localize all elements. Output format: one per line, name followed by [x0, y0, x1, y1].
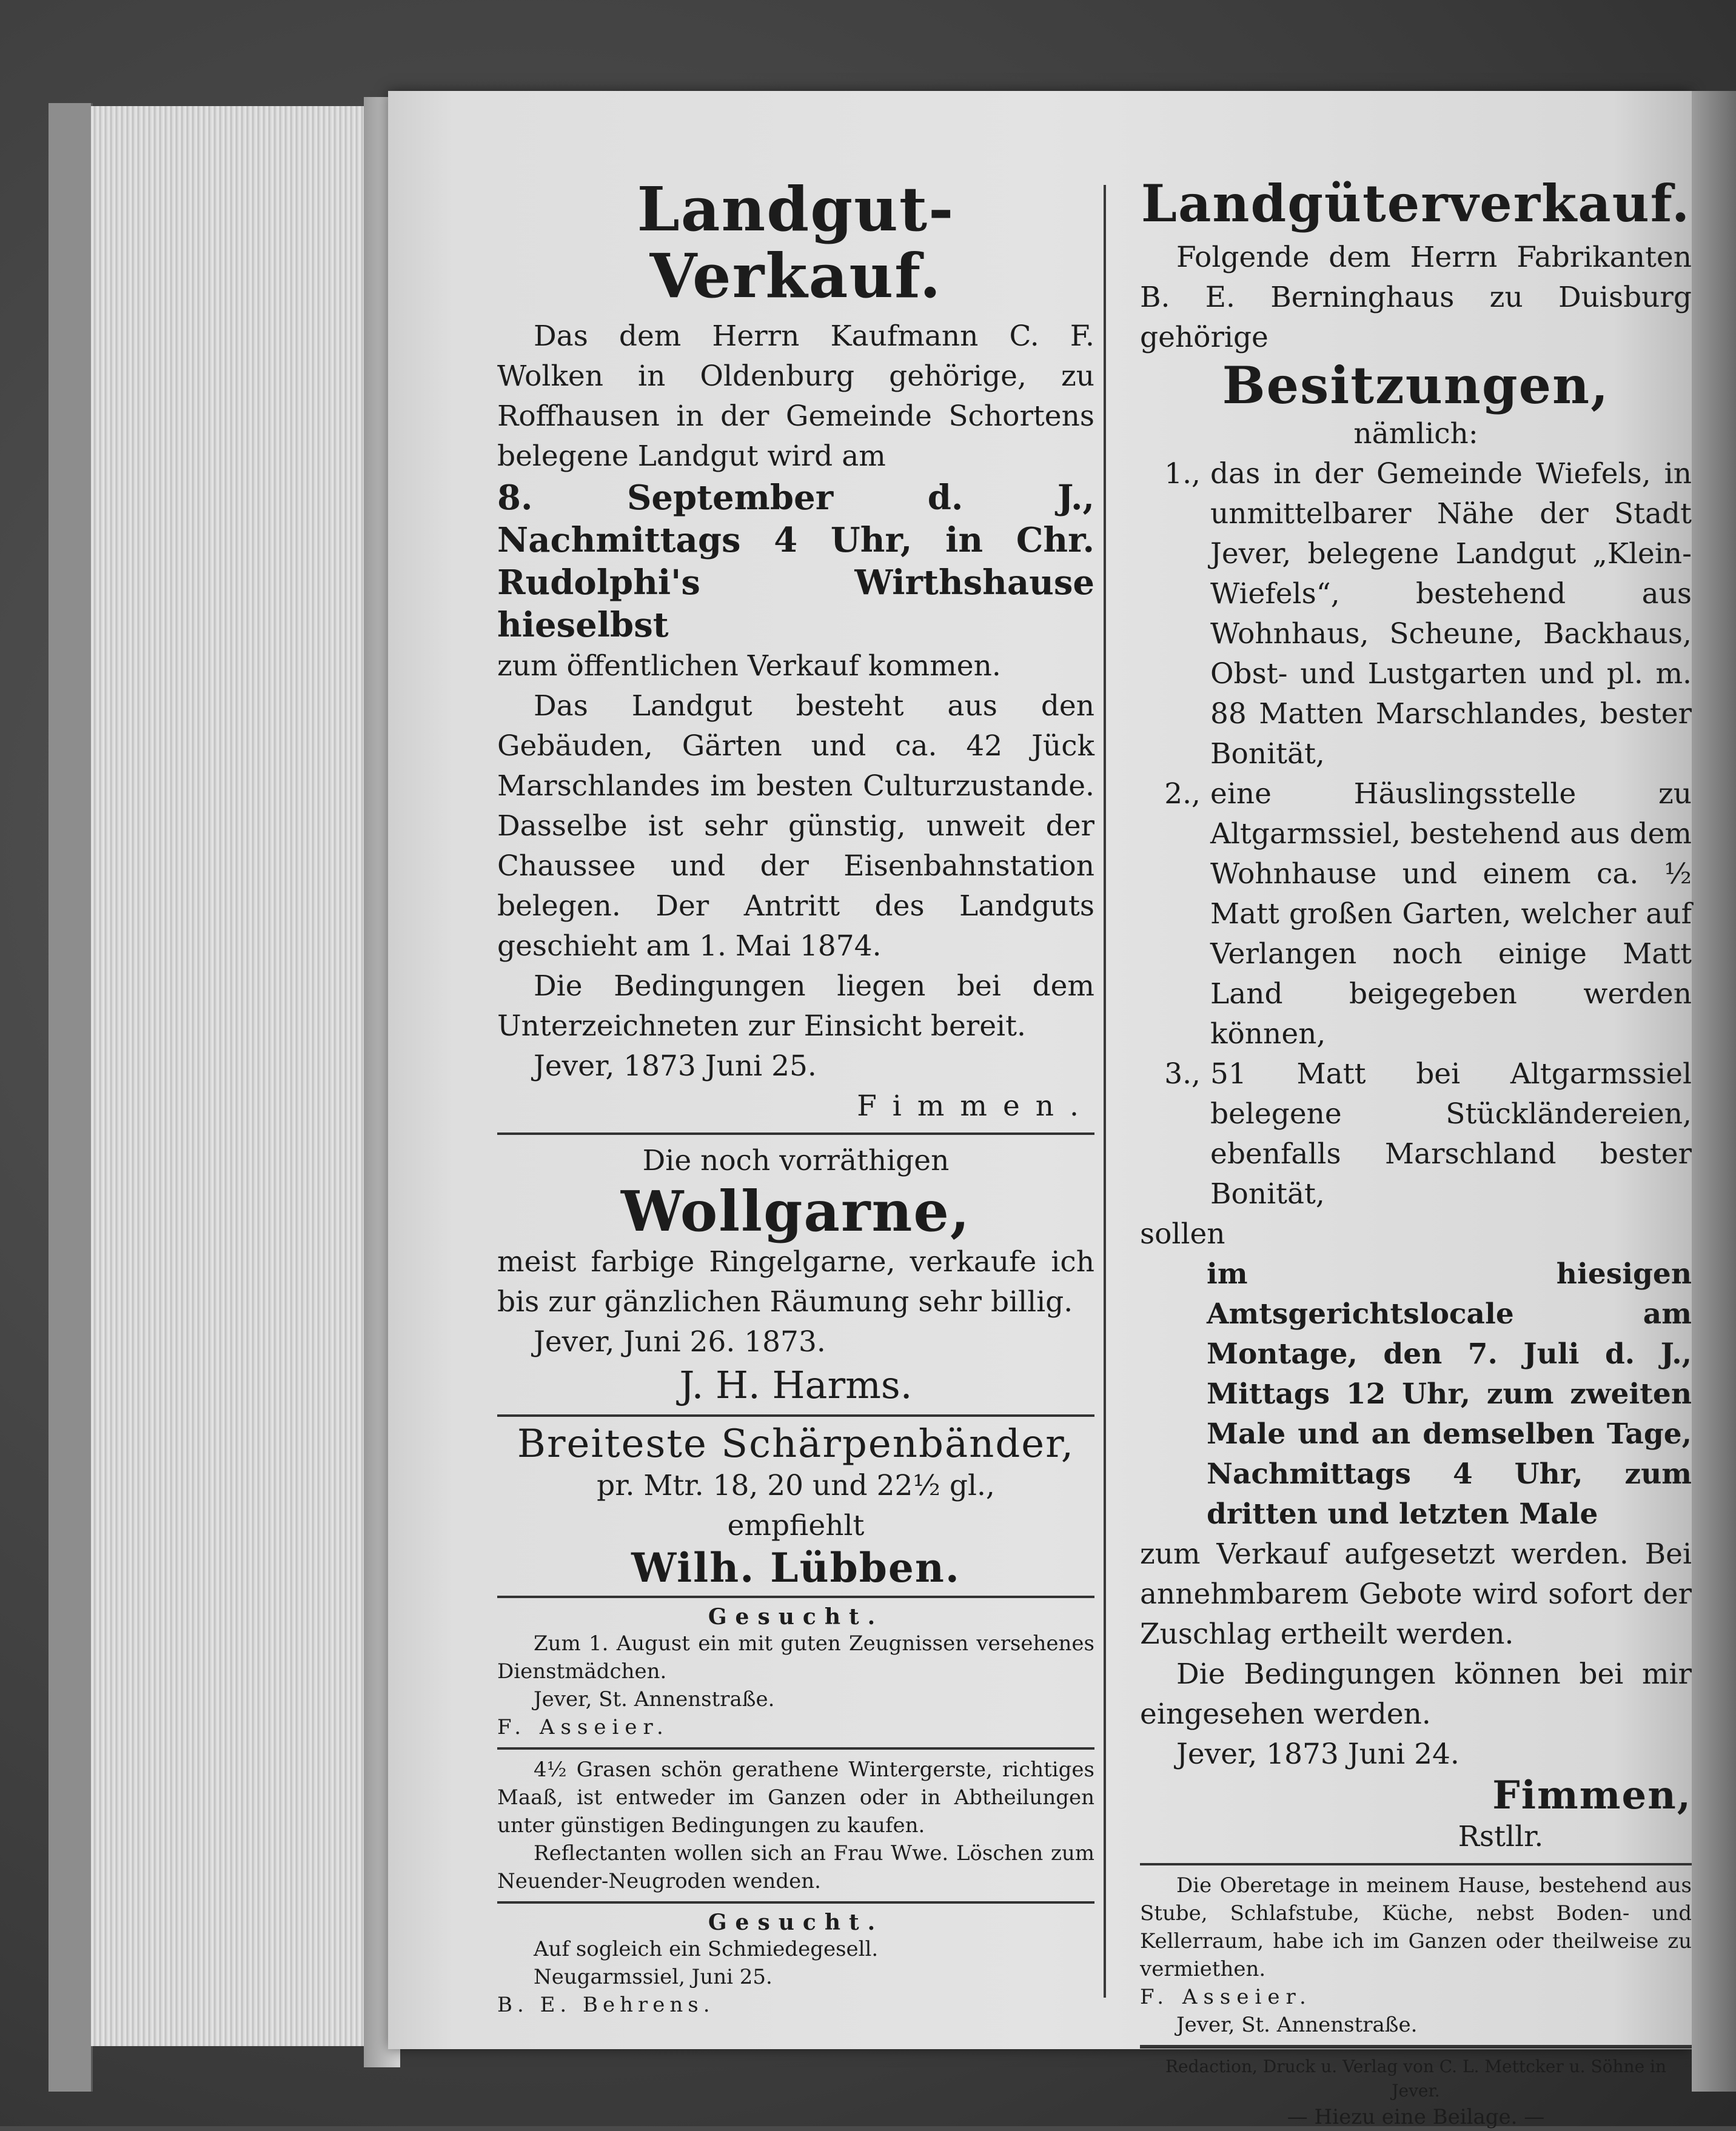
signature: F. Asseier. — [497, 1715, 669, 1740]
item-text: 51 Matt bei Altgarmssiel belegene Stückländereien, ebenfalls Marschland bester Bonität, — [1210, 1057, 1692, 1211]
book-cover-edge — [49, 103, 93, 2092]
ad-landgueterverkauf — [1140, 173, 1692, 1857]
signature: Wilh. Lübben. — [631, 1544, 960, 1591]
signature: Fimmen. — [857, 1089, 1094, 1123]
separator-rule — [1140, 2045, 1692, 2049]
ad-oberetage — [1140, 1872, 1692, 2039]
ad-title: Landgut-Verkauf. — [637, 173, 955, 312]
signature: B. E. Behrens. — [497, 1993, 715, 2018]
property-item-3 — [1140, 1054, 1692, 1214]
ad-wollgarne — [497, 1141, 1094, 1408]
ad-text: Auf sogleich ein Schmiedegesell. — [534, 1937, 879, 1962]
place-date: Jever, Juni 26. 1873. — [534, 1325, 826, 1359]
ad-gesucht-schmiedegesell — [497, 1910, 1094, 2019]
place-date: Jever, 1873 Juni 24. — [1176, 1737, 1460, 1771]
auction-dates: im hiesigen Amtsgerichtslocale am Montage, den 7. Juli d. J., Mittags 12 Uhr, zum zweiten Male und an demselben Tage, Nachmittags 4 Uhr, zum dritten und letzten Male — [1207, 1257, 1692, 1531]
ad-intro: Folgende dem Herrn Fabrikanten B. E. Berninghaus zu Duisburg gehörige — [1140, 241, 1692, 355]
ad-heading: Gesucht. — [708, 1910, 884, 1936]
ad-description: Das Landgut besteht aus den Gebäuden, Gärten und ca. 42 Jück Marschlandes im besten Culturzustande. Dasselbe ist sehr günstig, unweit der Chaussee und der Eisenbahnstation belegen. Der Antritt des Landguts geschieht am 1. Mai 1874. — [497, 689, 1094, 963]
item-number: 3., — [1164, 1057, 1201, 1091]
ad-conditions: Die Bedingungen liegen bei dem Unterzeichneten zur Einsicht bereit. — [497, 969, 1094, 1043]
property-item-2 — [1140, 774, 1692, 1054]
item-number: 1., — [1164, 457, 1201, 490]
ad-text: Die Oberetage in meinem Hause, bestehend aus Stube, Schlafstube, Küche, nebst Boden- und Kellerraum, habe ich im Ganzen oder theilweise zu vermiethen. — [1140, 1873, 1692, 1982]
left-column — [497, 173, 1094, 2019]
item-text: das in der Gemeinde Wiefels, in unmittelbarer Nähe der Stadt Jever, belegene Landgut „Klein-Wiefels“, bestehend aus Wohnhaus, Scheune, Backhaus, Obst- und Lustgarten und pl. m. 88 Matten Marschlandes, bester Bonität, — [1210, 457, 1692, 771]
separator-rule — [1140, 1863, 1692, 1865]
separator-rule — [497, 1414, 1094, 1417]
facing-page-edge — [1692, 91, 1736, 2092]
signature: F. Asseier. — [1140, 1985, 1312, 2010]
ad-intro: Die noch vorräthigen — [642, 1144, 950, 1177]
separator-rule — [497, 1132, 1094, 1135]
ad-title: Breiteste Schärpenbänder, — [517, 1422, 1075, 1467]
signature-title: Rstllr. — [1458, 1820, 1544, 1854]
book-page-stack — [91, 106, 378, 2046]
ad-gesucht-dienstmaedchen — [497, 1604, 1094, 1741]
signature: J. H. Harms. — [679, 1363, 913, 1408]
signature: Fimmen, — [1492, 1772, 1692, 1818]
ad-sollen: sollen — [1140, 1217, 1225, 1251]
place-date: Neugarmssiel, Juni 25. — [534, 1965, 772, 1990]
ad-schaerpenbaender — [497, 1423, 1094, 1590]
supplement-note: — Hiezu eine Beilage. — — [1287, 2105, 1545, 2130]
ad-sale-text: zum Verkauf aufgesetzt werden. Bei annehmbarem Gebote wird sofort der Zuschlag ertheilt werden. — [1140, 1537, 1692, 1651]
column-divider — [1104, 185, 1106, 1998]
ad-text: 4½ Grasen schön gerathene Wintergerste, richtiges Maaß, ist entweder im Ganzen oder in Abtheilungen unter günstigen Bedingungen zu kaufen. — [497, 1758, 1094, 1838]
ad-subtitle: Besitzungen, — [1222, 355, 1610, 416]
ad-title: Wollgarne, — [621, 1179, 971, 1244]
place: Jever, St. Annenstraße. — [1176, 2013, 1418, 2038]
ad-heading: Gesucht. — [708, 1604, 884, 1630]
place: Jever, St. Annenstraße. — [534, 1687, 775, 1712]
ad-sale-text: zum öffentlichen Verkauf kommen. — [497, 649, 1001, 683]
ad-wintergerste — [497, 1756, 1094, 1895]
separator-rule — [497, 1747, 1094, 1750]
ad-text: Zum 1. August ein mit guten Zeugnissen versehenes Dienstmädchen. — [497, 1631, 1094, 1684]
ad-intro: Das dem Herrn Kaufmann C. F. Wolken in Oldenburg gehörige, zu Roffhausen in der Gemeinde Schortens belegene Landgut wird am — [497, 319, 1094, 473]
ad-conditions: Die Bedingungen können bei mir eingesehen werden. — [1140, 1657, 1692, 1731]
separator-rule — [497, 1901, 1094, 1904]
ad-recommend: empfiehlt — [727, 1508, 865, 1542]
ad-landgut-verkauf — [497, 173, 1094, 1126]
ad-title: Landgüterverkauf. — [1141, 173, 1691, 233]
ad-namely: nämlich: — [1353, 416, 1478, 450]
place-date: Jever, 1873 Juni 25. — [534, 1049, 817, 1083]
ad-price: pr. Mtr. 18, 20 und 22½ gl., — [597, 1468, 995, 1502]
item-number: 2., — [1164, 777, 1201, 811]
ad-text: meist farbige Ringelgarne, verkaufe ich bis zur gänzlichen Räumung sehr billig. — [497, 1245, 1094, 1319]
ad-text-2: Reflectanten wollen sich an Frau Wwe. Löschen zum Neuender-Neugroden wenden. — [497, 1841, 1094, 1894]
right-column — [1140, 173, 1692, 2131]
imprint: Redaction, Druck u. Verlag von C. L. Mettcker u. Söhne in Jever. — [1165, 2056, 1667, 2101]
separator-rule — [497, 1596, 1094, 1598]
item-text: eine Häuslingsstelle zu Altgarmssiel, bestehend aus dem Wohnhause und einem ca. ½ Matt großen Garten, welcher auf Verlangen noch einige Matt Land beigegeben werden können, — [1210, 777, 1692, 1051]
auction-date: 8. September d. J., Nachmittags 4 Uhr, in Chr. Rudolphi's Wirthshause hieselbst — [497, 478, 1094, 645]
property-item-1 — [1140, 454, 1692, 774]
